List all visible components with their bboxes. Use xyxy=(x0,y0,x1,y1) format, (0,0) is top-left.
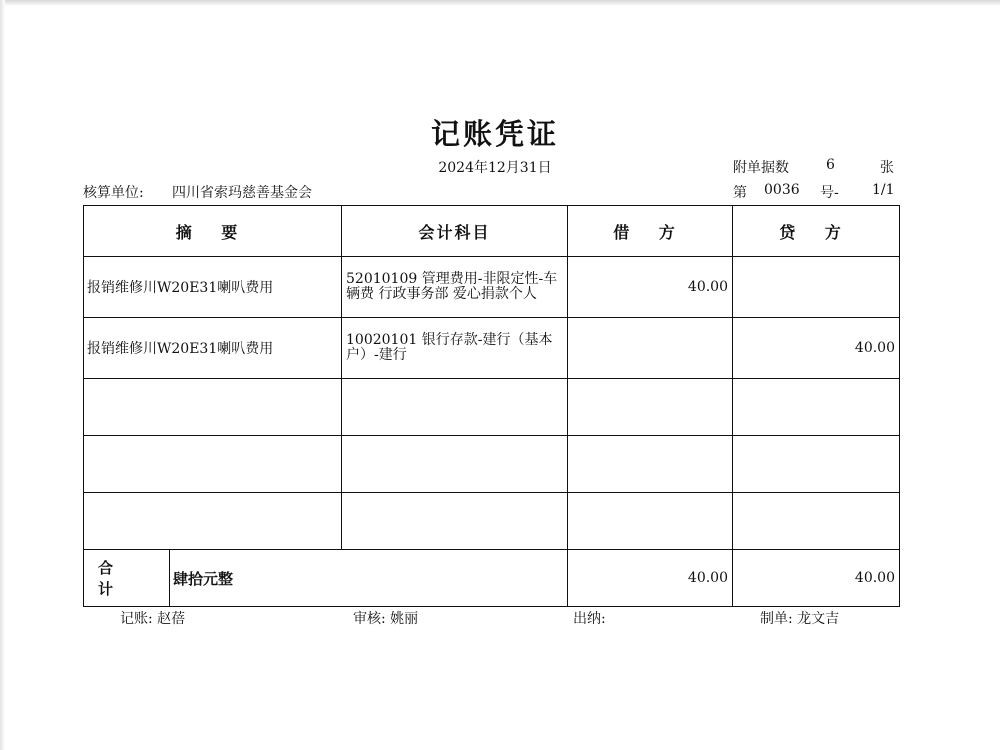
bookkeeper-signature: 记账: 赵蓓 xyxy=(120,611,186,627)
column-header-debit: 借 方 xyxy=(568,206,733,257)
total-credit: 40.00 xyxy=(733,550,900,607)
accounting-unit-label: 核算单位: xyxy=(83,185,144,201)
empty-cell xyxy=(733,379,900,436)
column-header-credit: 贷 方 xyxy=(733,206,900,257)
attachment-unit: 张 xyxy=(880,160,894,176)
total-debit: 40.00 xyxy=(568,550,733,607)
table-row xyxy=(84,257,900,318)
preparer-signature: 制单: 龙文吉 xyxy=(760,611,840,627)
empty-cell xyxy=(568,379,733,436)
empty-cell xyxy=(84,379,342,436)
empty-row xyxy=(84,493,900,550)
table-row xyxy=(84,318,900,379)
total-cell xyxy=(84,550,568,607)
entry-debit xyxy=(568,318,733,379)
empty-row xyxy=(84,379,900,436)
accounting-unit-name: 四川省索玛慈善基金会 xyxy=(172,185,312,201)
entry-summary: 报销维修川W20E31喇叭费用 xyxy=(84,318,342,379)
voucher-title: 记账凭证 xyxy=(430,117,559,151)
voucher-page: 1/1 xyxy=(872,182,895,198)
header-row xyxy=(84,206,900,257)
voucher-date: 2024年12月31日 xyxy=(438,160,552,176)
column-header-subject: 会计科目 xyxy=(342,206,568,257)
empty-cell xyxy=(733,493,900,550)
entry-subject: 10020101 银行存款-建行（基本户）-建行 xyxy=(342,318,568,379)
entry-debit: 40.00 xyxy=(568,257,733,318)
empty-cell xyxy=(84,493,342,550)
entry-credit: 40.00 xyxy=(733,318,900,379)
entry-subject: 52010109 管理费用-非限定性-车辆费 行政事务部 爱心捐款个人 xyxy=(342,257,568,318)
empty-cell xyxy=(84,436,342,493)
attachment-count: 6 xyxy=(826,157,835,173)
empty-row xyxy=(84,436,900,493)
entry-credit xyxy=(733,257,900,318)
voucher-number-suffix: 号- xyxy=(820,185,839,201)
empty-cell xyxy=(342,379,568,436)
total-label: 合 计 xyxy=(84,550,170,606)
entry-summary: 报销维修川W20E31喇叭费用 xyxy=(84,257,342,318)
voucher-number: 0036 xyxy=(764,182,800,198)
scan-edge xyxy=(0,0,1000,6)
cashier-signature: 出纳: xyxy=(573,611,606,627)
reviewer-signature: 审核: 姚丽 xyxy=(353,611,419,627)
empty-cell xyxy=(342,436,568,493)
empty-cell xyxy=(733,436,900,493)
empty-cell xyxy=(342,493,568,550)
voucher-number-prefix: 第 xyxy=(733,185,747,201)
column-header-summary: 摘 要 xyxy=(84,206,342,257)
attachment-label: 附单据数 xyxy=(733,160,789,176)
voucher-table xyxy=(83,205,900,607)
empty-cell xyxy=(568,493,733,550)
total-amount-in-words: 肆拾元整 xyxy=(173,569,234,588)
empty-cell xyxy=(568,436,733,493)
total-row xyxy=(84,550,900,607)
